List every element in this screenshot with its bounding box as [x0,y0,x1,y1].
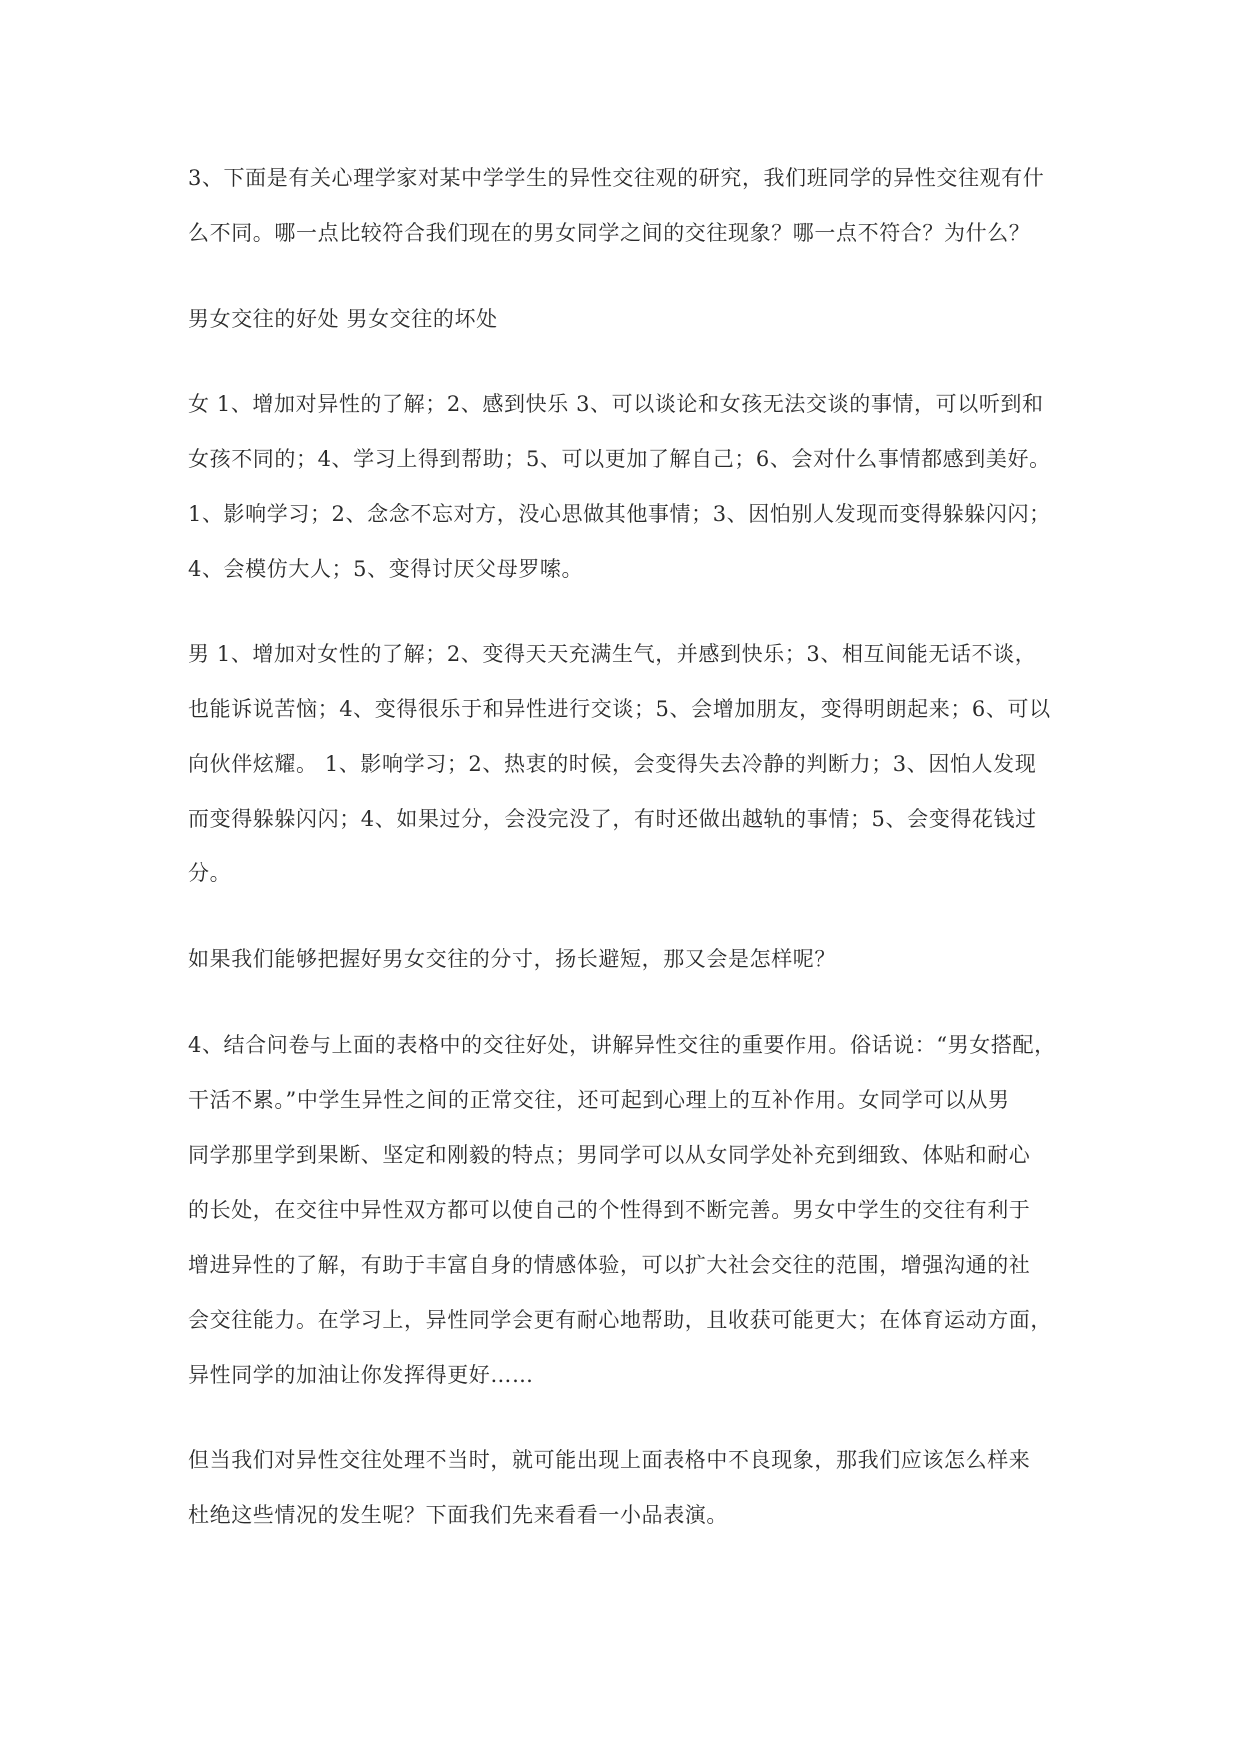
text-line: 男 1、增加对女性的了解；2、变得天天充满生气，并感到快乐；3、相互间能无话不谈， [188,642,1037,666]
text-line: 4、结合问卷与上面的表格中的交往好处，讲解异性交往的重要作用。俗话说：“男女搭配， [188,1033,1056,1057]
text-line: 向伙伴炫耀。 1、影响学习；2、热衷的时候，会变得失去冷静的判断力；3、因怕人发现 [188,752,1037,776]
text-line: 异性同学的加油让你发挥得更好…… [188,1363,534,1387]
text-line: 分。 [188,861,232,885]
text-line: 女孩不同的；4、学习上得到帮助；5、可以更加了解自己；6、会对什么事情都感到美好。 [188,447,1051,471]
text-line: 1、影响学习；2、念念不忘对方，没心思做其他事情；3、因怕别人发现而变得躲躲闪闪； [188,502,1051,526]
text-line: 而变得躲躲闪闪；4、如果过分，会没完没了，有时还做出越轨的事情；5、会变得花钱过 [188,807,1037,831]
text-line: 干活不累。”中学生异性之间的正常交往，还可起到心理上的互补作用。女同学可以从男 [188,1088,1010,1112]
text-line: 杜绝这些情况的发生呢？下面我们先来看看一小品表演。 [188,1503,728,1527]
text-line: 增进异性的了解，有助于丰富自身的情感体验，可以扩大社会交往的范围，增强沟通的社 [188,1253,1031,1277]
text-line: 会交往能力。在学习上，异性同学会更有耐心地帮助，且收获可能更大；在体育运动方面， [188,1308,1052,1332]
text-line: 如果我们能够把握好男女交往的分寸，扬长避短，那又会是怎样呢？ [188,947,836,971]
text-line: 女 1、增加对异性的了解；2、感到快乐 3、可以谈论和女孩无法交谈的事情，可以听到和 [188,392,1044,416]
text-line: 男女交往的好处 男女交往的坏处 [188,307,498,331]
text-line: 的长处，在交往中异性双方都可以使自己的个性得到不断完善。男女中学生的交往有利于 [188,1198,1031,1222]
text-line: 但当我们对异性交往处理不当时，就可能出现上面表格中不良现象，那我们应该怎么样来 [188,1448,1031,1472]
text-line: 同学那里学到果断、坚定和刚毅的特点；男同学可以从女同学处补充到细致、体贴和耐心 [188,1143,1031,1167]
text-line: 也能诉说苦恼；4、变得很乐于和异性进行交谈；5、会增加朋友，变得明朗起来；6、可以 [188,697,1051,721]
text-line: 么不同。哪一点比较符合我们现在的男女同学之间的交往现象？哪一点不符合？为什么？ [188,221,1031,245]
text-line: 4、会模仿大人；5、变得讨厌父母罗嗦。 [188,557,584,581]
text-line: 3、下面是有关心理学家对某中学学生的异性交往观的研究，我们班同学的异性交往观有什 [188,166,1045,190]
